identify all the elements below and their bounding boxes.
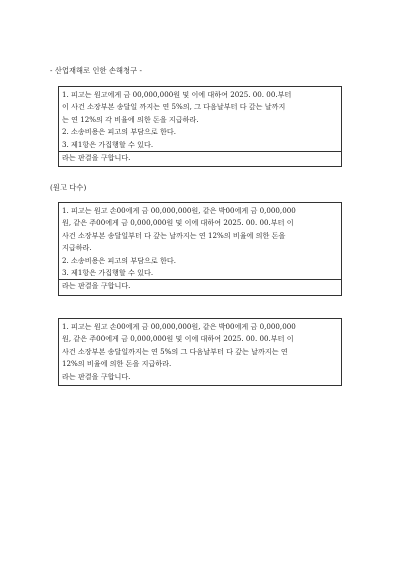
claim-line: 사건 소장부본 송달일까지는 연 5%의 그 다음날부터 다 갚는 날까지는 연	[62, 346, 288, 356]
claim-line: 는 연 12%의 각 비율에 의한 돈을 지급하라.	[62, 114, 199, 124]
closing-line: 라는 판결을 구합니다.	[62, 153, 131, 163]
claim-line: 1. 피고는 원고 손00에게 금 00,000,000원, 같은 박00에게 금 0,000,000	[62, 206, 296, 215]
claim-line: 2. 소송비용은 피고의 부담으로 한다.	[62, 255, 176, 265]
claim-line: 3. 제1항은 가집행할 수 있다.	[62, 268, 154, 278]
claim-line: 이 사건 소장부본 송달일 까지는 연 5%의, 그 다음날부터 다 갚는 날까지	[62, 102, 286, 112]
claim-line: 지급하라.	[62, 243, 92, 253]
claim-line: 3. 제1항은 가집행할 수 있다.	[62, 139, 154, 149]
claim-line: 1. 피고는 원고 손00에게 금 00,000,000원, 같은 박00에게 금 0,000,000	[62, 322, 296, 331]
claim-line: 12%의 비율에 의한 돈을 지급하라.	[62, 359, 172, 369]
closing-line: 라는 판결을 구합니다.	[62, 371, 131, 381]
claim-line: 2. 소송비용은 피고의 부담으로 한다.	[62, 127, 176, 137]
section2-heading: (원고 다수)	[50, 183, 87, 192]
claim-line: 원, 같은 주00에게 금 0,000,000원 및 이에 대하여 2025. 00. 00.부터 이	[62, 334, 294, 344]
claim-box-1	[58, 86, 342, 167]
section1-heading: - 산업재해로 인한 손해청구 -	[50, 66, 143, 75]
closing-line: 라는 판결을 구합니다.	[62, 281, 131, 291]
claim-line: 원, 같은 주00에게 금 0,000,000원 및 이에 대하여 2025. 00. 00.부터 이	[62, 218, 294, 228]
claim-line: 1. 피고는 원고에게 금 00,000,000원 및 이에 대하여 2025. 00. 00.부터	[62, 90, 292, 99]
claim-box-3	[58, 318, 342, 386]
claim-box-2	[58, 202, 342, 296]
claim-line: 사건 소장부본 송달일부터 다 갚는 날까지는 연 12%의 비율에 의한 돈을	[62, 230, 286, 240]
